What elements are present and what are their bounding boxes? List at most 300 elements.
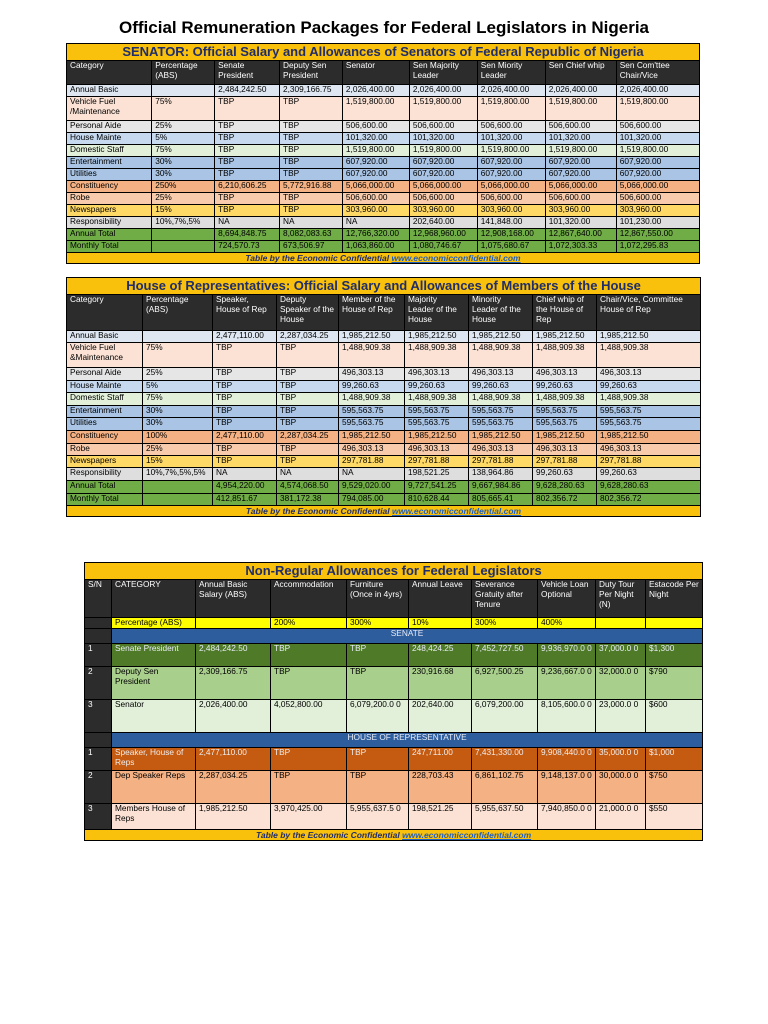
row-label: Newspapers	[67, 204, 152, 216]
table-cell: 5,955,637.50	[472, 803, 538, 829]
table-cell: 506,600.00	[616, 192, 699, 204]
percentage-row	[85, 617, 703, 628]
table-cell: 75%	[143, 342, 213, 367]
table-cell: 2,026,400.00	[196, 699, 271, 732]
table-cell: 247,711.00	[409, 747, 472, 770]
table-cell: TBP	[215, 156, 280, 168]
row-label: Speaker, House of Reps	[112, 747, 196, 770]
table-cell: TBP	[277, 455, 339, 467]
table-cell: 810,628.44	[405, 493, 469, 505]
table-cell: 4,574,068.50	[277, 480, 339, 493]
table-cell: 1,985,212.50	[405, 330, 469, 342]
table-cell: 1,985,212.50	[196, 803, 271, 829]
table-cell: 496,303.13	[469, 443, 533, 455]
table-row	[67, 330, 701, 342]
table-cell: TBP	[213, 417, 277, 430]
table-cell: 100%	[143, 430, 213, 443]
percentage-cell	[596, 617, 646, 628]
table-row	[67, 132, 700, 144]
table-cell: 5,066,000.00	[616, 180, 699, 192]
table-cell: TBP	[277, 417, 339, 430]
table-cell: 802,356.72	[533, 493, 597, 505]
table-cell: TBP	[277, 443, 339, 455]
row-label: House Mainte	[67, 132, 152, 144]
table-cell: 99,260.63	[405, 380, 469, 392]
table-cell: 101,230.00	[616, 216, 699, 228]
table-cell: 1,519,800.00	[342, 144, 409, 156]
table-cell: 303,960.00	[409, 204, 477, 216]
table-cell	[152, 228, 215, 240]
table-cell: 506,600.00	[342, 192, 409, 204]
row-label: Utilities	[67, 417, 143, 430]
table-row	[85, 747, 703, 770]
column-header: Percentage (ABS)	[143, 294, 213, 330]
house-footer	[67, 505, 701, 516]
column-header: Sen Com'ttee Chair/Vice	[616, 60, 699, 84]
table-cell: 381,172.38	[277, 493, 339, 505]
table-cell: 5,066,000.00	[342, 180, 409, 192]
table-cell: 496,303.13	[469, 367, 533, 380]
table-row	[67, 367, 701, 380]
table-cell: 9,628,280.63	[597, 480, 701, 493]
percentage-cell: 10%	[409, 617, 472, 628]
house-section-label: HOUSE OF REPRESENTATIVE	[112, 732, 703, 747]
table-cell: 2,026,400.00	[477, 84, 545, 96]
table-cell: 101,320.00	[477, 132, 545, 144]
table-cell: 297,781.88	[405, 455, 469, 467]
table-cell: 595,563.75	[533, 405, 597, 417]
table-cell: 1,488,909.38	[597, 392, 701, 405]
table-cell: 506,600.00	[342, 120, 409, 132]
table-row	[85, 666, 703, 699]
table-cell: 297,781.88	[533, 455, 597, 467]
table-row	[67, 480, 701, 493]
table-cell: TBP	[215, 132, 280, 144]
table-cell: 607,920.00	[616, 156, 699, 168]
table-cell: 7,452,727.50	[472, 643, 538, 666]
percentage-cell: Percentage (ABS)	[112, 617, 196, 628]
table-cell: 12,766,320.00	[342, 228, 409, 240]
row-label: Deputy Sen President	[112, 666, 196, 699]
table-cell: 1,488,909.38	[597, 342, 701, 367]
row-label: Domestic Staff	[67, 392, 143, 405]
house-salary-table	[66, 277, 701, 517]
table-cell: 230,916.68	[409, 666, 472, 699]
table-cell: 1,985,212.50	[533, 430, 597, 443]
row-label: Dep Speaker Reps	[112, 770, 196, 803]
page-title: Official Remuneration Packages for Federal Legislators in Nigeria	[119, 18, 649, 37]
table-cell: $750	[646, 770, 703, 803]
table-cell: 1,488,909.38	[339, 342, 405, 367]
table-cell	[143, 330, 213, 342]
table-cell: TBP	[213, 392, 277, 405]
table-cell: 1,519,800.00	[545, 144, 616, 156]
percentage-cell	[85, 617, 112, 628]
table-cell: 101,320.00	[342, 132, 409, 144]
table-row	[85, 770, 703, 803]
table-cell: 412,851.67	[213, 493, 277, 505]
table-cell: 9,908,440.0 0	[538, 747, 596, 770]
table-cell: TBP	[347, 666, 409, 699]
row-label: Annual Basic	[67, 330, 143, 342]
serial-number: 3	[85, 699, 112, 732]
column-header: Accommodation	[271, 579, 347, 617]
table-cell: 9,667,984.86	[469, 480, 533, 493]
table-cell: 595,563.75	[339, 405, 405, 417]
row-label: Constituency	[67, 430, 143, 443]
table-cell: 99,260.63	[339, 380, 405, 392]
table-cell: 607,920.00	[545, 168, 616, 180]
table-cell: 496,303.13	[339, 443, 405, 455]
table-cell: $1,000	[646, 747, 703, 770]
table-cell: $550	[646, 803, 703, 829]
table-cell: 724,570.73	[215, 240, 280, 252]
table-cell: 7,431,330.00	[472, 747, 538, 770]
table-cell: 1,488,909.38	[405, 392, 469, 405]
senate-footer	[67, 252, 700, 263]
table-cell: 595,563.75	[405, 417, 469, 430]
table-cell: 1,985,212.50	[533, 330, 597, 342]
table-cell: 1,488,909.38	[533, 392, 597, 405]
table-cell: 5,955,637.5 0	[347, 803, 409, 829]
row-label: Vehicle Fuel /Maintenance	[67, 96, 152, 120]
non-regular-allowances-table	[84, 562, 703, 841]
table-cell	[152, 240, 215, 252]
table-cell: 9,628,280.63	[533, 480, 597, 493]
table-cell: TBP	[277, 405, 339, 417]
row-label: Entertainment	[67, 156, 152, 168]
table-cell: 607,920.00	[409, 156, 477, 168]
table-cell: 248,424.25	[409, 643, 472, 666]
table-cell: 1,519,800.00	[616, 96, 699, 120]
table-cell: 303,960.00	[477, 204, 545, 216]
table-row	[67, 120, 700, 132]
table-cell: 1,519,800.00	[545, 96, 616, 120]
table-cell: 802,356.72	[597, 493, 701, 505]
table-cell: 9,936,970.0 0	[538, 643, 596, 666]
table-cell: 607,920.00	[477, 156, 545, 168]
footer-text: Table by the Economic Confidential	[255, 829, 403, 840]
table-cell: NA	[213, 467, 277, 480]
table-cell: TBP	[280, 156, 343, 168]
table-cell: 6,927,500.25	[472, 666, 538, 699]
table-cell: 1,985,212.50	[339, 430, 405, 443]
footer-link[interactable]: www.economicconfidential.com	[391, 252, 521, 263]
table-row	[67, 84, 700, 96]
table-cell	[143, 493, 213, 505]
table-cell: 1,488,909.38	[339, 392, 405, 405]
column-header: Duty Tour Per Night (N)	[596, 579, 646, 617]
column-header: Chief whip of the House of Rep	[533, 294, 597, 330]
table-cell: 101,320.00	[545, 216, 616, 228]
row-label: Personal Aide	[67, 120, 152, 132]
column-header: Sen Majority Leader	[409, 60, 477, 84]
table-cell: 6,079,200.00	[472, 699, 538, 732]
table-cell: 1,985,212.50	[405, 430, 469, 443]
table-cell: 1,488,909.38	[405, 342, 469, 367]
table-cell: 595,563.75	[597, 405, 701, 417]
percentage-cell: 300%	[472, 617, 538, 628]
table-row	[85, 643, 703, 666]
column-header: Senate President	[215, 60, 280, 84]
footer-link[interactable]: www.economicconfidential.com	[392, 505, 522, 516]
footer-text: Table by the Economic Confidential	[245, 252, 392, 263]
row-label: Annual Total	[67, 228, 152, 240]
row-label: House Mainte	[67, 380, 143, 392]
table-cell: 1,985,212.50	[339, 330, 405, 342]
table-cell: 297,781.88	[339, 455, 405, 467]
table-cell: 1,063,860.00	[342, 240, 409, 252]
table-cell: NA	[277, 467, 339, 480]
table-cell: 198,521.25	[409, 803, 472, 829]
column-header: S/N	[85, 579, 112, 617]
table-cell: 5,066,000.00	[545, 180, 616, 192]
table-cell: 2,026,400.00	[342, 84, 409, 96]
table-row	[67, 380, 701, 392]
table-cell: 595,563.75	[339, 417, 405, 430]
table-cell: 228,703.43	[409, 770, 472, 803]
table-cell: 101,320.00	[545, 132, 616, 144]
table-cell: 607,920.00	[477, 168, 545, 180]
table-cell: 6,861,102.75	[472, 770, 538, 803]
column-header: Member of the House of Rep	[339, 294, 405, 330]
table-cell: 496,303.13	[597, 367, 701, 380]
table-cell: TBP	[271, 666, 347, 699]
table-cell: 496,303.13	[405, 367, 469, 380]
table-cell: 2,477,110.00	[196, 747, 271, 770]
table-cell: 25%	[143, 443, 213, 455]
senate-header-row	[67, 60, 700, 84]
table-cell: 303,960.00	[545, 204, 616, 216]
row-label: Vehicle Fuel &Maintenance	[67, 342, 143, 367]
table-cell: 15%	[143, 455, 213, 467]
table-row	[67, 144, 700, 156]
senate-section-label: SENATE	[112, 628, 703, 643]
table-row	[67, 216, 700, 228]
column-header: Chair/Vice, Committee House of Rep	[597, 294, 701, 330]
serial-number: 2	[85, 770, 112, 803]
table-cell: 595,563.75	[533, 417, 597, 430]
table-row	[67, 240, 700, 252]
table-cell: 1,985,212.50	[597, 430, 701, 443]
table-row	[85, 803, 703, 829]
table-cell: TBP	[347, 770, 409, 803]
table-cell: 595,563.75	[597, 417, 701, 430]
table-row	[67, 405, 701, 417]
row-label: Robe	[67, 192, 152, 204]
table-row	[67, 417, 701, 430]
table-cell: TBP	[280, 120, 343, 132]
table-cell: 3,970,425.00	[271, 803, 347, 829]
table-cell: 297,781.88	[469, 455, 533, 467]
table-cell: 1,072,303.33	[545, 240, 616, 252]
table-cell: TBP	[215, 96, 280, 120]
table-cell: 32,000.0 0	[596, 666, 646, 699]
column-header: CATEGORY	[112, 579, 196, 617]
table-cell: TBP	[280, 96, 343, 120]
table-cell: 5,772,916.88	[280, 180, 343, 192]
table-cell: 303,960.00	[342, 204, 409, 216]
table-cell: TBP	[271, 643, 347, 666]
column-header: Severance Gratuity after Tenure	[472, 579, 538, 617]
table-row	[67, 467, 701, 480]
table-cell: TBP	[271, 770, 347, 803]
percentage-cell: 200%	[271, 617, 347, 628]
table-cell: 4,052,800.00	[271, 699, 347, 732]
table-row	[67, 96, 700, 120]
table-cell: $790	[646, 666, 703, 699]
table-cell: 198,521.25	[405, 467, 469, 480]
table-row	[67, 204, 700, 216]
table-cell: 1,488,909.38	[469, 392, 533, 405]
table-cell: 8,694,848.75	[215, 228, 280, 240]
table-cell: 496,303.13	[339, 367, 405, 380]
table-row	[67, 493, 701, 505]
table-cell: 5%	[152, 132, 215, 144]
percentage-cell: 300%	[347, 617, 409, 628]
table-cell: TBP	[347, 747, 409, 770]
table-cell: NA	[342, 216, 409, 228]
non-regular-footer	[85, 829, 703, 840]
column-header: Annual Basic Salary (ABS)	[196, 579, 271, 617]
column-header: Category	[67, 60, 152, 84]
table-cell: 12,867,640.00	[545, 228, 616, 240]
table-cell: TBP	[215, 120, 280, 132]
table-cell: 202,640.00	[409, 216, 477, 228]
table-cell: 30%	[152, 156, 215, 168]
table-cell: 506,600.00	[616, 120, 699, 132]
column-header: Annual Leave	[409, 579, 472, 617]
table-cell: 1,075,680.67	[477, 240, 545, 252]
footer-link[interactable]: www.economicconfidential.com	[402, 829, 532, 840]
table-cell: 5,066,000.00	[409, 180, 477, 192]
table-cell: 250%	[152, 180, 215, 192]
table-cell: 1,985,212.50	[469, 430, 533, 443]
table-cell: 99,260.63	[597, 380, 701, 392]
table-cell: 25%	[152, 120, 215, 132]
table-cell: 12,968,960.00	[409, 228, 477, 240]
percentage-cell	[646, 617, 703, 628]
table-cell: 75%	[152, 96, 215, 120]
table-cell: 607,920.00	[545, 156, 616, 168]
table-cell: 202,640.00	[409, 699, 472, 732]
table-cell: $600	[646, 699, 703, 732]
row-label: Members House of Reps	[112, 803, 196, 829]
table-row	[85, 699, 703, 732]
table-cell: 37,000.0 0	[596, 643, 646, 666]
row-label: Constituency	[67, 180, 152, 192]
table-cell: 30%	[143, 417, 213, 430]
table-cell: TBP	[215, 192, 280, 204]
table-cell: 9,529,020.00	[339, 480, 405, 493]
row-label: Utilities	[67, 168, 152, 180]
row-label: Annual Basic	[67, 84, 152, 96]
column-header: Speaker, House of Rep	[213, 294, 277, 330]
table-cell: 506,600.00	[545, 120, 616, 132]
row-label: Monthly Total	[67, 493, 143, 505]
table-cell: TBP	[213, 455, 277, 467]
row-label: Senate President	[112, 643, 196, 666]
table-cell: 5,066,000.00	[477, 180, 545, 192]
column-header: Minority Leader of the House	[469, 294, 533, 330]
table-cell: 75%	[152, 144, 215, 156]
table-cell: 2,287,034.25	[196, 770, 271, 803]
table-cell: TBP	[280, 204, 343, 216]
table-cell: 2,026,400.00	[616, 84, 699, 96]
non-regular-banner: Non-Regular Allowances for Federal Legislators	[85, 563, 703, 580]
table-cell: 25%	[143, 367, 213, 380]
table-cell: 496,303.13	[597, 443, 701, 455]
table-cell: 99,260.63	[469, 380, 533, 392]
table-cell: 2,026,400.00	[409, 84, 477, 96]
table-cell: 2,484,242.50	[196, 643, 271, 666]
column-header: Deputy Sen President	[280, 60, 343, 84]
table-cell: 303,960.00	[616, 204, 699, 216]
row-label: Senator	[112, 699, 196, 732]
table-cell: 6,079,200.0 0	[347, 699, 409, 732]
column-header: Estacode Per Night	[646, 579, 703, 617]
table-cell: 35,000.0 0	[596, 747, 646, 770]
column-header: Category	[67, 294, 143, 330]
table-row	[67, 443, 701, 455]
table-cell: TBP	[271, 747, 347, 770]
serial-number: 3	[85, 803, 112, 829]
table-cell: NA	[280, 216, 343, 228]
table-cell: 1,519,800.00	[409, 144, 477, 156]
table-cell: 1,519,800.00	[477, 96, 545, 120]
table-cell: 8,105,600.0 0	[538, 699, 596, 732]
table-cell: 595,563.75	[469, 417, 533, 430]
table-cell: 805,665.41	[469, 493, 533, 505]
footer-text: Table by the Economic Confidential	[245, 505, 393, 516]
serial-number: 1	[85, 643, 112, 666]
table-cell	[152, 84, 215, 96]
table-row	[67, 168, 700, 180]
table-cell: 496,303.13	[533, 367, 597, 380]
table-cell: 9,236,667.0 0	[538, 666, 596, 699]
table-row	[67, 455, 701, 467]
table-cell: TBP	[213, 342, 277, 367]
table-row	[67, 430, 701, 443]
table-cell: 30,000.0 0	[596, 770, 646, 803]
table-row	[67, 192, 700, 204]
house-header-row	[67, 294, 701, 330]
table-cell: 101,320.00	[616, 132, 699, 144]
table-cell: 30%	[143, 405, 213, 417]
table-cell: 506,600.00	[409, 192, 477, 204]
table-cell: 7,940,850.0 0	[538, 803, 596, 829]
table-cell: 2,477,110.00	[213, 330, 277, 342]
table-cell: NA	[215, 216, 280, 228]
senate-salary-table	[66, 43, 700, 264]
row-label: Annual Total	[67, 480, 143, 493]
table-cell: 12,867,550.00	[616, 228, 699, 240]
table-cell: 297,781.88	[597, 455, 701, 467]
column-header: Deputy Speaker of the House	[277, 294, 339, 330]
table-cell: TBP	[280, 132, 343, 144]
table-row	[67, 156, 700, 168]
column-header: Senator	[342, 60, 409, 84]
table-cell: 21,000.0 0	[596, 803, 646, 829]
table-cell: 23,000.0 0	[596, 699, 646, 732]
table-cell: 30%	[152, 168, 215, 180]
table-cell: 506,600.00	[477, 192, 545, 204]
table-cell: 4,954,220.00	[213, 480, 277, 493]
serial-number: 2	[85, 666, 112, 699]
table-row	[67, 180, 700, 192]
table-cell: TBP	[213, 367, 277, 380]
column-header: Furniture (Once in 4yrs)	[347, 579, 409, 617]
